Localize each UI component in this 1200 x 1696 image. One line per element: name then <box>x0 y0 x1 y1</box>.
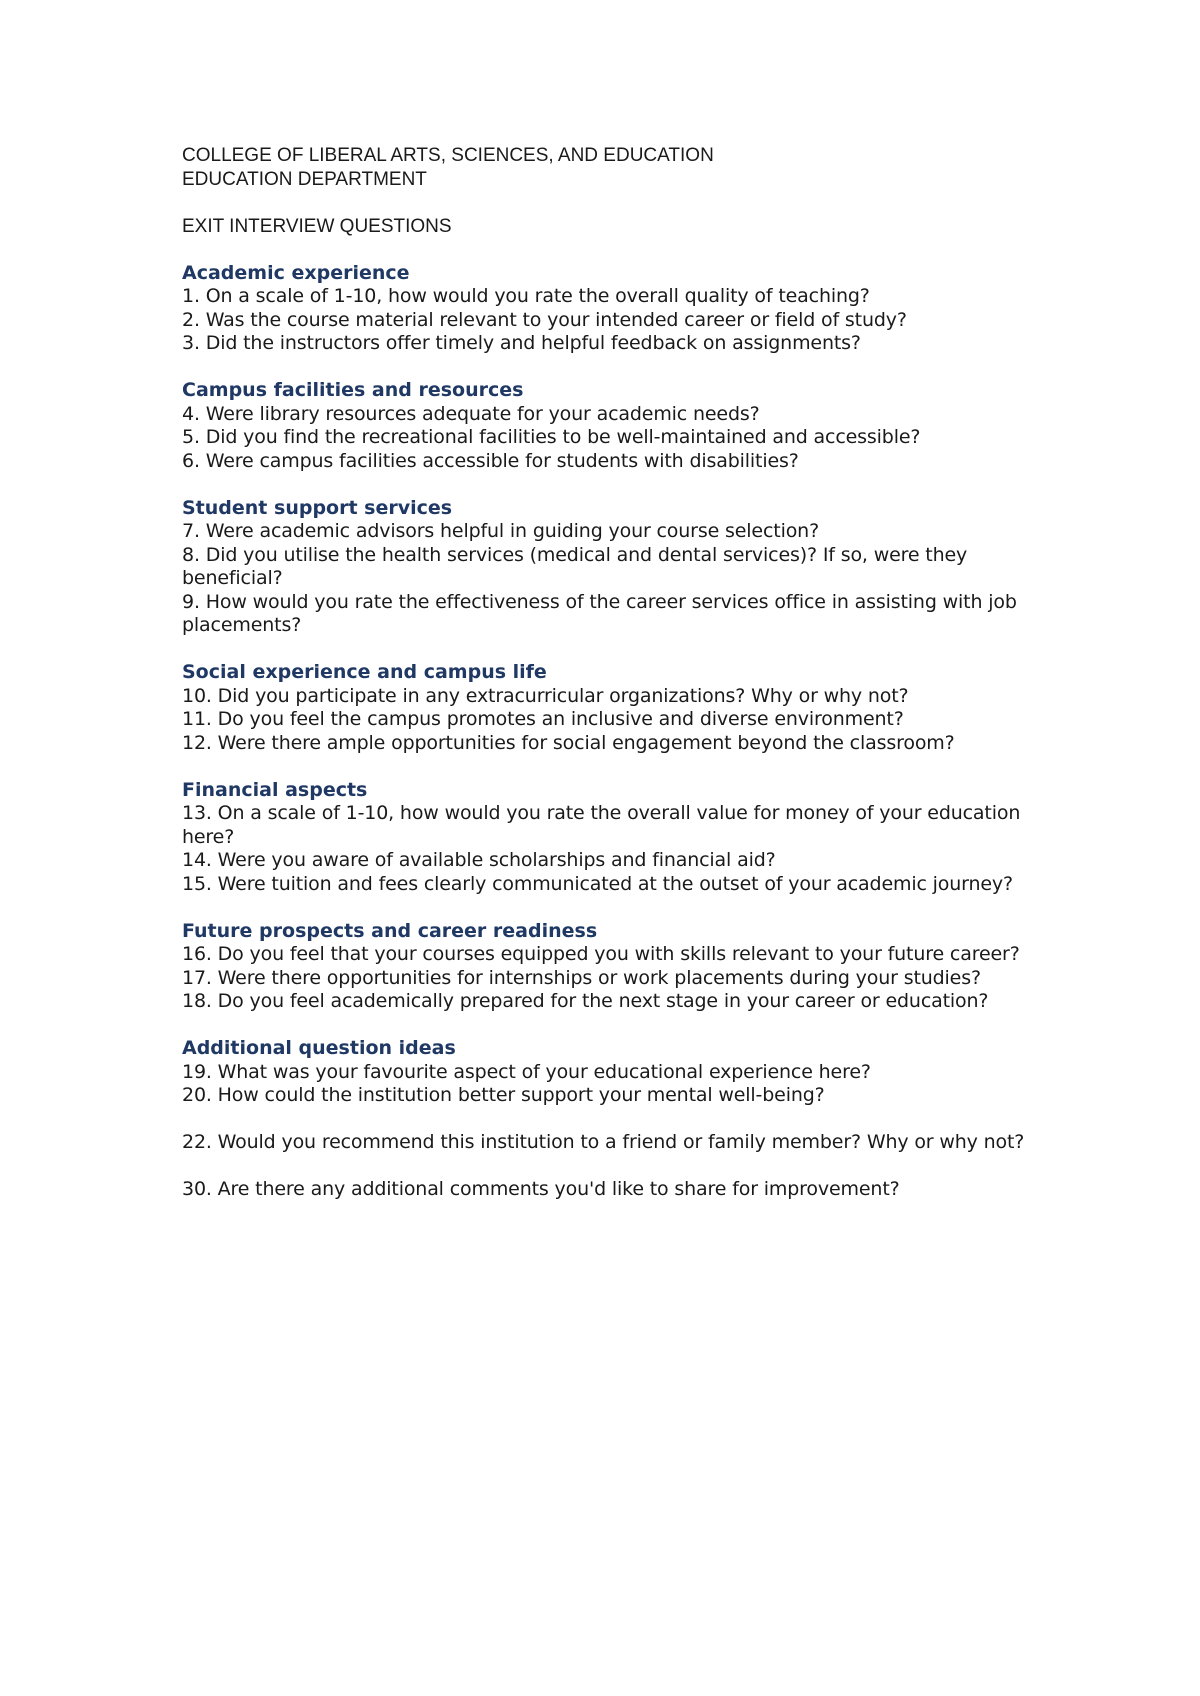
question-item: 15. Were tuition and fees clearly communicated at the outset of your academic journey? <box>182 872 1013 895</box>
section-campus-facilities <box>182 379 1062 473</box>
college-name: COLLEGE OF LIBERAL ARTS, SCIENCES, AND EDUCATION <box>182 145 714 166</box>
department-name: EDUCATION DEPARTMENT <box>182 168 427 190</box>
section-heading: Future prospects and career readiness <box>182 919 598 942</box>
question-item: 9. How would you rate the effectiveness of the career services office in assisting with job placements? <box>182 590 1017 636</box>
document-header <box>182 144 1062 238</box>
section-academic-experience <box>182 262 1062 356</box>
section-financial-aspects <box>182 779 1062 897</box>
section-heading: Financial aspects <box>182 778 368 801</box>
question-item: 1. On a scale of 1-10, how would you rate the overall quality of teaching? <box>182 285 870 307</box>
question-item: 22. Would you recommend this institution to a friend or family member? Why or why not? <box>182 1131 1025 1153</box>
document-page <box>182 144 1062 1202</box>
question-item: 2. Was the course material relevant to your intended career or field of study? <box>182 308 907 331</box>
question-item: 20. How could the institution better support your mental well-being? <box>182 1084 825 1106</box>
question-item: 11. Do you feel the campus promotes an inclusive and diverse environment? <box>182 708 904 730</box>
document-title: EXIT INTERVIEW QUESTIONS <box>182 215 452 237</box>
question-item: 30. Are there any additional comments you'd like to share for improvement? <box>182 1178 900 1200</box>
question-item: 12. Were there ample opportunities for social engagement beyond the classroom? <box>182 731 955 754</box>
section-student-support <box>182 497 1062 638</box>
question-item: 13. On a scale of 1-10, how would you rate the overall value for money of your education here? <box>182 802 1021 848</box>
question-item: 6. Were campus facilities accessible for students with disabilities? <box>182 449 799 472</box>
blank-line <box>182 1108 1062 1132</box>
blank-line <box>182 1155 1062 1179</box>
question-item: 7. Were academic advisors helpful in guiding your course selection? <box>182 520 819 542</box>
question-item: 18. Do you feel academically prepared for the next stage in your career or education? <box>182 990 989 1012</box>
question-item: 10. Did you participate in any extracurricular organizations? Why or why not? <box>182 684 909 707</box>
section-heading: Additional question ideas <box>182 1037 456 1059</box>
question-item: 17. Were there opportunities for internships or work placements during your studies? <box>182 966 981 989</box>
question-item: 19. What was your favourite aspect of your educational experience here? <box>182 1060 871 1083</box>
question-item: 3. Did the instructors offer timely and helpful feedback on assignments? <box>182 332 861 354</box>
section-social-experience <box>182 661 1062 755</box>
question-item: 14. Were you aware of available scholarships and financial aid? <box>182 849 776 871</box>
section-additional-questions <box>182 1037 1062 1202</box>
question-item: 5. Did you find the recreational facilities to be well-maintained and accessible? <box>182 426 921 448</box>
question-item: 16. Do you feel that your courses equipped you with skills relevant to your future career? <box>182 943 1020 965</box>
section-heading: Student support services <box>182 496 453 519</box>
section-heading: Social experience and campus life <box>182 661 547 683</box>
section-future-prospects <box>182 920 1062 1014</box>
section-heading: Campus facilities and resources <box>182 379 524 401</box>
question-item: 4. Were library resources adequate for your academic needs? <box>182 402 760 425</box>
question-item: 8. Did you utilise the health services (medical and dental services)? If so, were they beneficial? <box>182 543 968 589</box>
section-heading: Academic experience <box>182 261 410 284</box>
